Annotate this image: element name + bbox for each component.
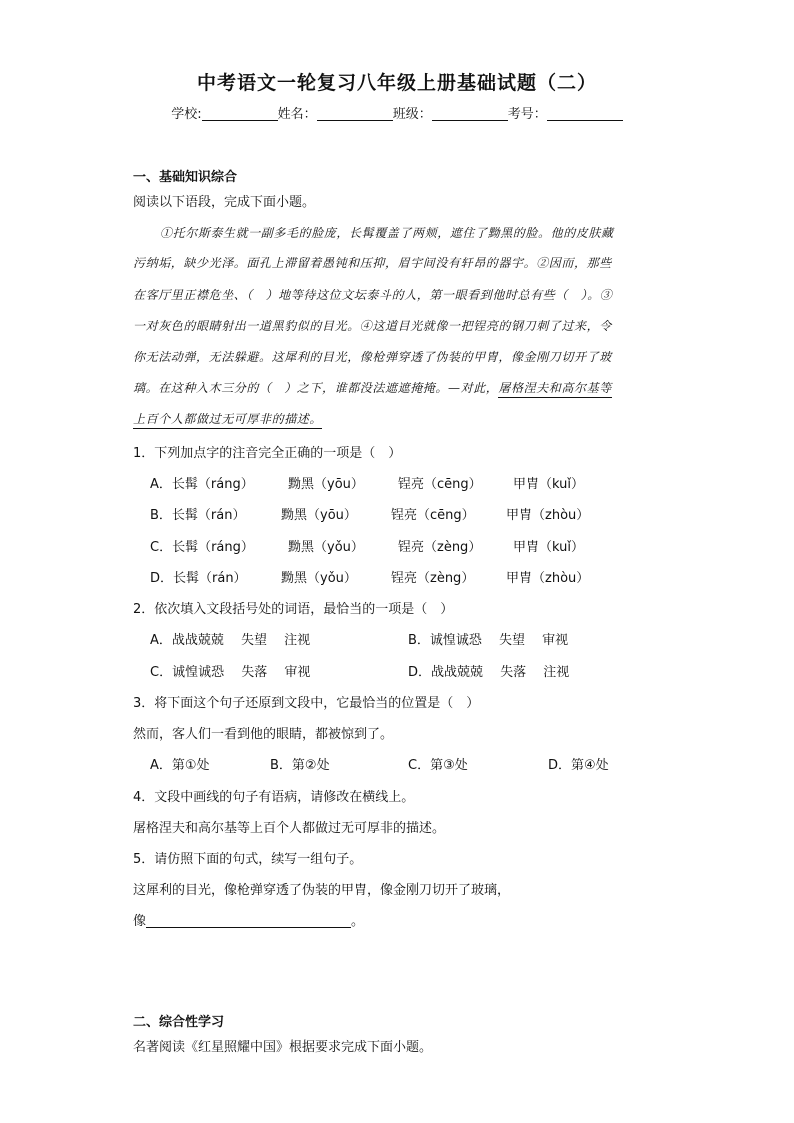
underlined-sentence-part2: 上百个人都做过无可厚非的描述。 bbox=[133, 412, 322, 429]
q1-c-3: 锃亮（zèng） bbox=[398, 540, 482, 555]
q1-option-b[interactable] bbox=[150, 504, 245, 523]
q1-a-3: 锃亮（cēng） bbox=[398, 477, 482, 492]
q1-b-2: 黝黑（yōu） bbox=[281, 508, 357, 523]
school-label: 学校: bbox=[171, 107, 202, 122]
q1-d-2: 黝黑（yǒu） bbox=[281, 571, 357, 586]
passage-line-7 bbox=[133, 410, 322, 427]
q1-b-3: 锃亮（cēng） bbox=[391, 508, 475, 523]
q1-d-4: 甲胄（zhòu） bbox=[506, 571, 590, 586]
passage-line-4: 一对灰色的眼睛射出一道黑豹似的目光。④这道目光就像一把锃亮的钢刀刺了过来，令 bbox=[133, 319, 612, 333]
q3-option-a[interactable]: A．第①处 bbox=[150, 758, 210, 773]
class-label: 班级： bbox=[392, 107, 432, 122]
student-info-line bbox=[0, 103, 794, 122]
passage-line-6-text: 璃。在这种入木三分的（ ）之下，谁都没法遮遮掩掩。—对此， bbox=[133, 381, 499, 395]
q5-answer-line bbox=[133, 910, 364, 929]
q1-option-c[interactable] bbox=[150, 536, 254, 555]
page-title: 中考语文一轮复习八年级上册基础试题（二） bbox=[196, 72, 597, 94]
q5-answer-field[interactable] bbox=[146, 913, 351, 928]
name-label: 姓名： bbox=[277, 107, 317, 122]
id-field[interactable] bbox=[547, 106, 623, 121]
q1-c-4: 甲胄（kuǐ） bbox=[513, 540, 584, 555]
q2-option-c[interactable]: C．诚惶诚恐 失落 审视 bbox=[150, 665, 311, 680]
q2-stem: 2．依次填入文段括号处的词语，最恰当的一项是（ ） bbox=[133, 602, 454, 617]
q5-prefix: 像 bbox=[133, 914, 147, 929]
passage-line-2: 污纳垢，缺少光泽。面孔上滞留着愚钝和压抑，眉宇间没有轩昂的器宇。②因而，那些 bbox=[133, 256, 612, 270]
q3-option-d[interactable]: D．第④处 bbox=[548, 758, 609, 773]
section2-intro: 名著阅读《红星照耀中国》根据要求完成下面小题。 bbox=[133, 1040, 433, 1055]
id-label: 考号： bbox=[507, 107, 547, 122]
q2-option-d[interactable]: D．战战兢兢 失落 注视 bbox=[408, 665, 570, 680]
q1-a-4: 甲胄（kuǐ） bbox=[513, 477, 584, 492]
q1-c-1: C．长髯（ráng） bbox=[150, 540, 254, 555]
q5-suffix: 。 bbox=[351, 914, 365, 929]
section1-heading: 一、基础知识综合 bbox=[133, 170, 238, 185]
q3-stem: 3．将下面这个句子还原到文段中，它最恰当的位置是（ ） bbox=[133, 696, 480, 711]
q4-sentence: 屠格涅夫和高尔基等上百个人都做过无可厚非的描述。 bbox=[133, 821, 446, 836]
q5-stem: 5．请仿照下面的句式，续写一组句子。 bbox=[133, 852, 363, 867]
q1-a-2: 黝黑（yōu） bbox=[288, 477, 364, 492]
q1-stem: 1．下列加点字的注音完全正确的一项是（ ） bbox=[133, 446, 402, 461]
q1-b-4: 甲胄（zhòu） bbox=[506, 508, 590, 523]
underlined-sentence-part1: 屠格涅夫和高尔基等 bbox=[498, 381, 611, 398]
q2-option-b[interactable]: B．诚惶诚恐 失望 审视 bbox=[408, 633, 569, 648]
section1-intro: 阅读以下语段，完成下面小题。 bbox=[133, 195, 316, 210]
q3-option-c[interactable]: C．第③处 bbox=[408, 758, 468, 773]
school-field[interactable] bbox=[202, 106, 278, 121]
class-field[interactable] bbox=[432, 106, 508, 121]
q5-sentence: 这犀利的目光，像枪弹穿透了伪装的甲胄，像金刚刀切开了玻璃， bbox=[133, 883, 511, 898]
q1-d-1: D．长髯（rán） bbox=[150, 571, 247, 586]
q3-option-b[interactable]: B．第②处 bbox=[270, 758, 330, 773]
q1-a-1: A．长髯（ráng） bbox=[150, 477, 254, 492]
section2-heading: 二、综合性学习 bbox=[133, 1015, 225, 1030]
passage-line-6 bbox=[133, 379, 612, 396]
passage-line-1: ①托尔斯泰生就一副多毛的脸庞，长髯覆盖了两颊，遮住了黝黑的脸。他的皮肤藏 bbox=[160, 226, 614, 240]
name-field[interactable] bbox=[317, 106, 393, 121]
q3-sentence: 然而，客人们一看到他的眼睛，都被惊到了。 bbox=[133, 727, 394, 742]
q1-c-2: 黝黑（yǒu） bbox=[288, 540, 364, 555]
q1-d-3: 锃亮（zèng） bbox=[391, 571, 475, 586]
q4-stem: 4．文段中画线的句子有语病，请修改在横线上。 bbox=[133, 790, 415, 805]
passage-line-3: 在客厅里正襟危坐、（ ）地等待这位文坛泰斗的人，第一眼看到他时总有些（ ）。③ bbox=[133, 288, 613, 302]
q1-option-d[interactable] bbox=[150, 567, 247, 586]
q1-option-a[interactable] bbox=[150, 473, 254, 492]
q2-option-a[interactable]: A．战战兢兢 失望 注视 bbox=[150, 633, 311, 648]
passage-line-5: 你无法动弹，无法躲避。这犀利的目光，像枪弹穿透了伪装的甲胄，像金刚刀切开了玻 bbox=[133, 350, 612, 364]
q1-b-1: B．长髯（rán） bbox=[150, 508, 246, 523]
